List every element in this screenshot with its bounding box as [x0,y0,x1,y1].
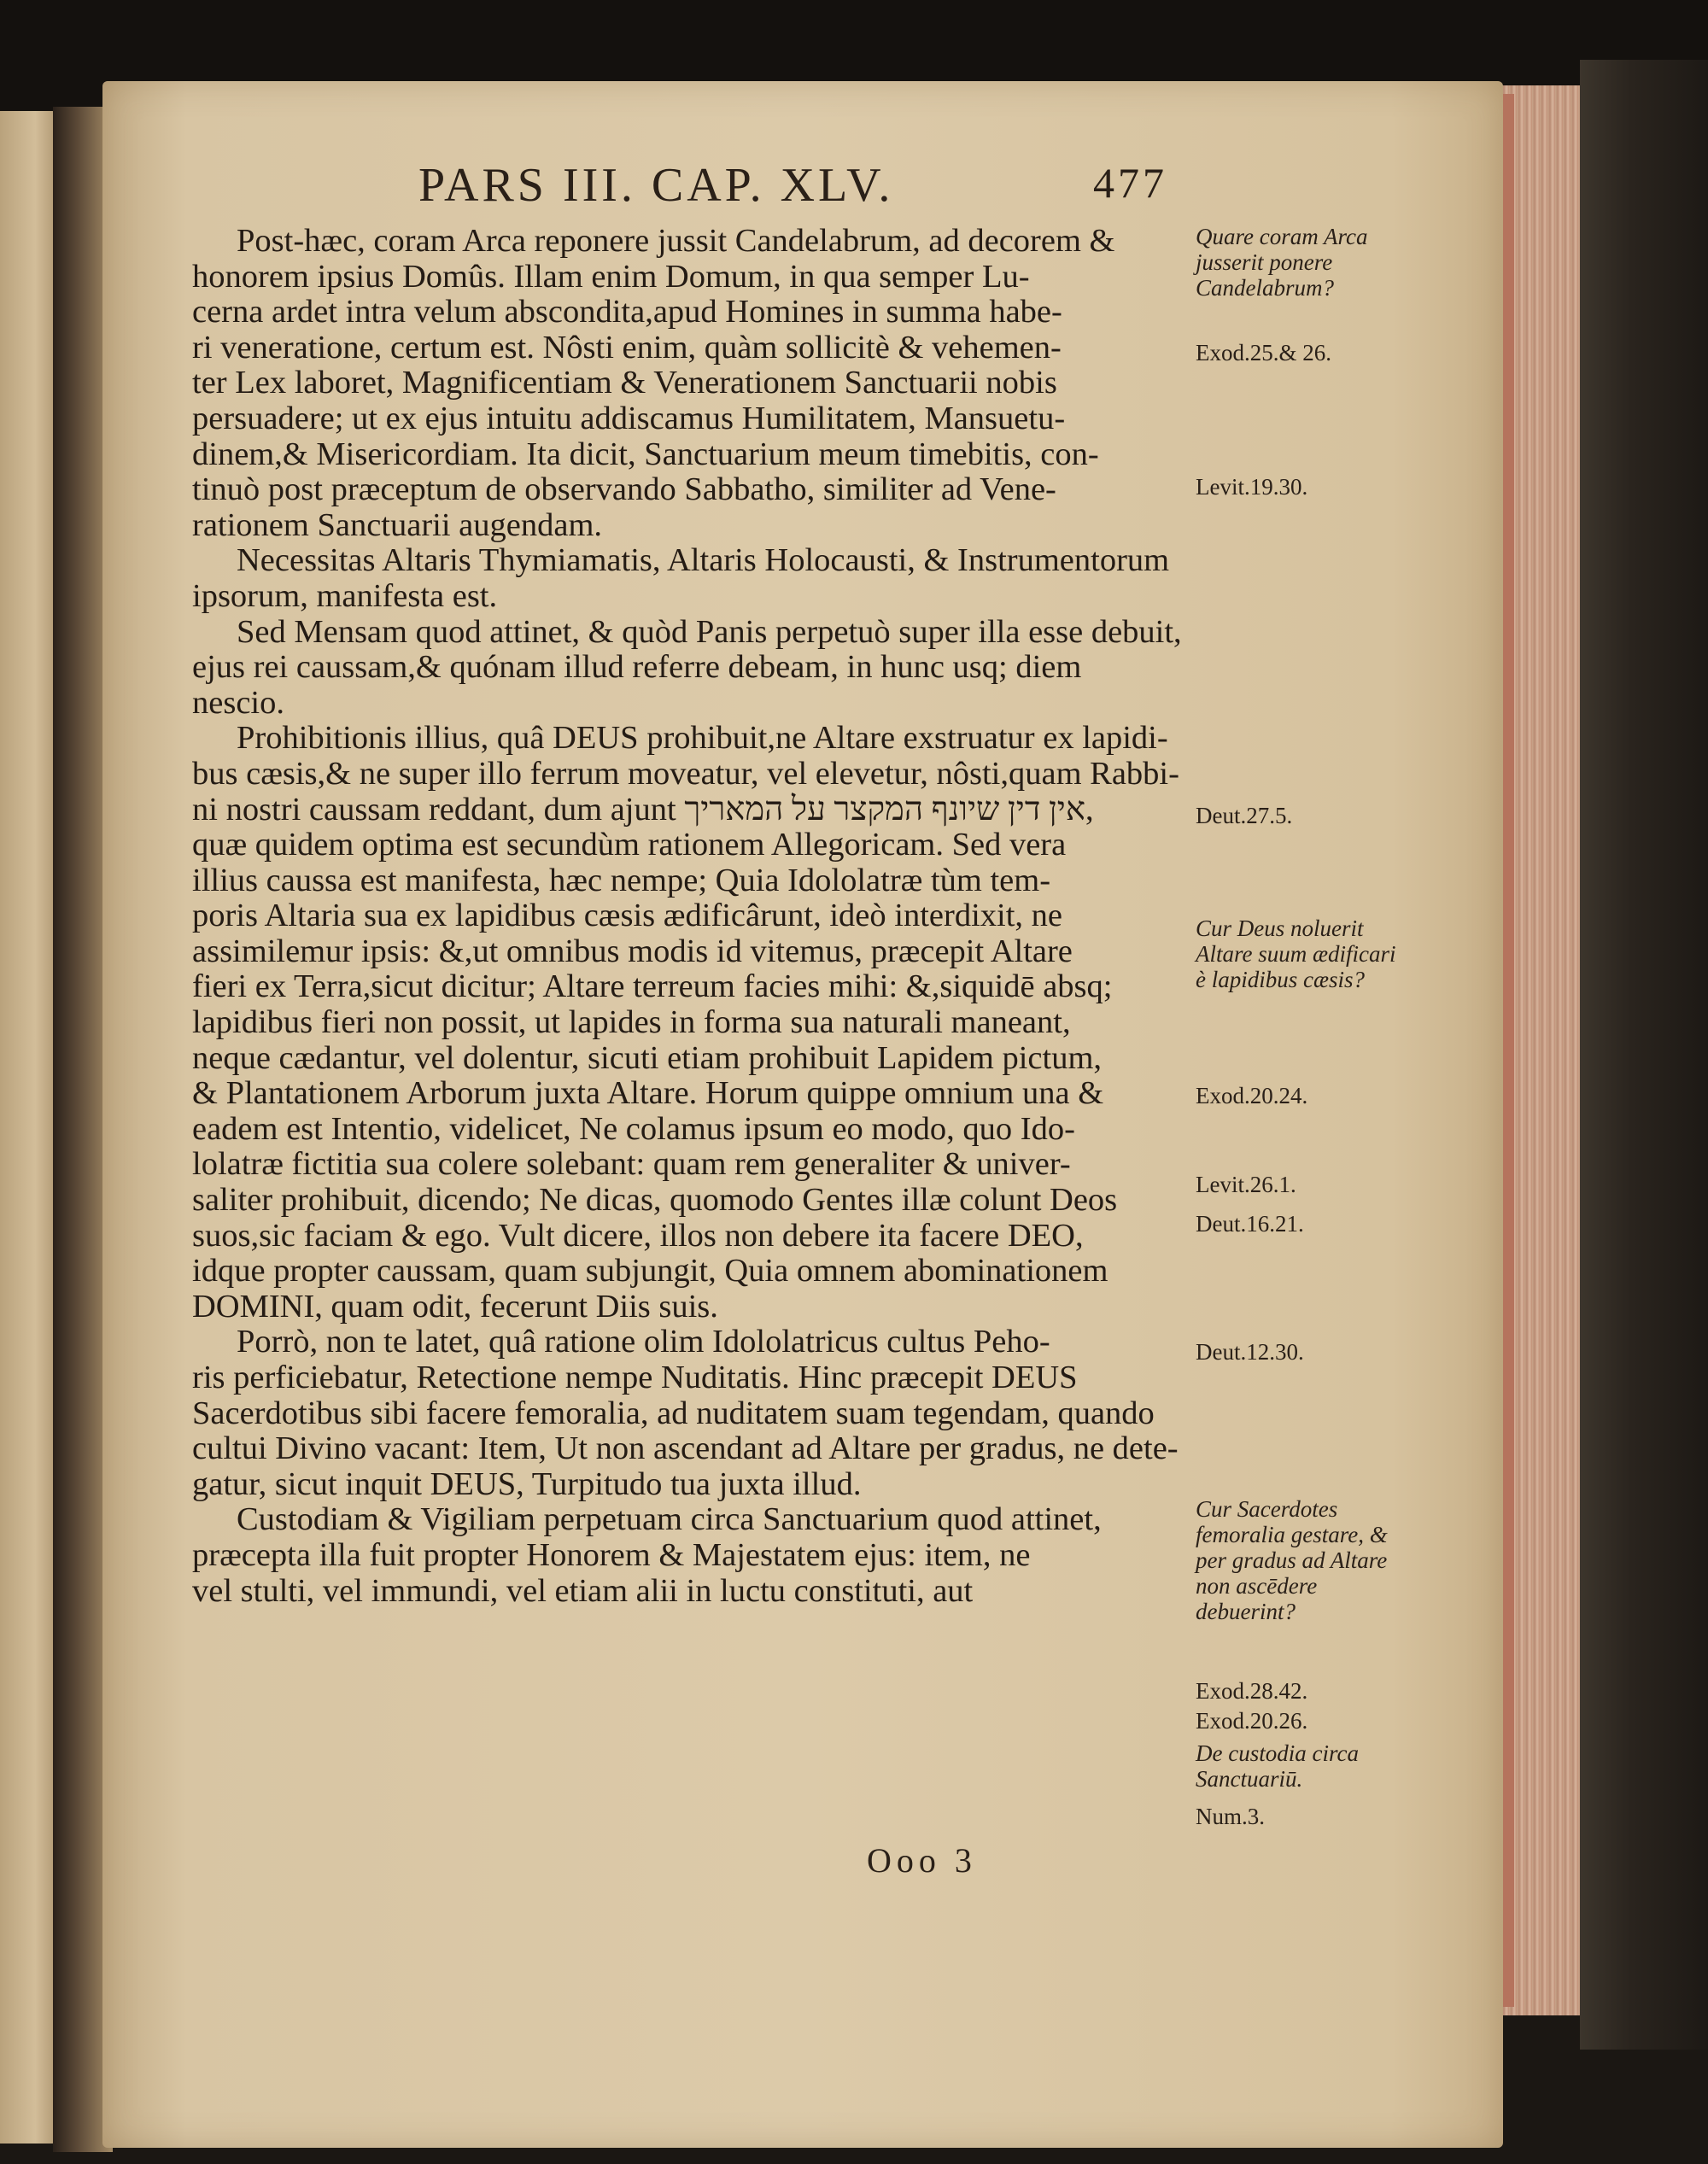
margin-reference: Exod.20.24. [1196,1083,1308,1108]
text-line: Prohibitionis illius, quâ DEUS prohibuit,ne Altare exstruatur ex lapidi- [237,720,1168,757]
text-line: rationem Sanctuarii augendam. [192,506,603,543]
text-line: & Plantationem Arborum juxta Altare. Horum quippe omnium una & [192,1075,1104,1112]
margin-reference: Deut.16.21. [1196,1211,1304,1237]
margin-reference: Exod.25.& 26. [1196,340,1331,366]
margin-note: De custodia circa Sanctuariū. [1196,1740,1359,1792]
text-line: lapidibus fieri non possit, ut lapides in forma sua naturali maneant, [192,1004,1071,1041]
text-line: ter Lex laboret, Magnificentiam & Venerationem Sanctuarii nobis [192,365,1057,401]
page-number: 477 [1093,159,1167,207]
body-text [192,224,1213,1609]
text-line: illius caussa est manifesta, hæc nempe; Quia Idololatræ tùm tem- [192,862,1051,898]
text-line: ni nostri caussam reddant, dum ajunt אין דין שיונף המקצר על המאריך, [192,791,1094,828]
text-line: persuadere; ut ex ejus intuitu addiscamus Humilitatem, Mansuetu- [192,400,1066,436]
margin-reference: Deut.12.30. [1196,1339,1304,1365]
text-line: Post-hæc, coram Arca reponere jussit Candelabrum, ad decorem & [237,223,1115,259]
running-header [418,158,1272,218]
text-line: assimilemur ipsis: &,ut omnibus modis id vitemus, præcepit Altare [192,933,1073,969]
text-line: Sacerdotibus sibi facere femoralia, ad nuditatem suam tegendam, quando [192,1395,1155,1431]
margin-note: Cur Sacerdotes femoralia gestare, & per gradus ad Altare non ascēdere debuerint? [1196,1496,1388,1624]
text-line: suos,sic faciam & ego. Vult dicere, illos non debere ita facere DEO, [192,1217,1084,1254]
running-title: PARS III. CAP. XLV. [418,159,894,212]
text-line: honorem ipsius Domûs. Illam enim Domum, in qua semper Lu- [192,258,1030,295]
text-line: Porrò, non te latet, quâ ratione olim Idololatricus cultus Peho- [237,1324,1050,1360]
text-line: neque cædantur, vel dolentur, sicuti etiam prohibuit Lapidem pictum, [192,1039,1103,1076]
text-line: eadem est Intentio, videlicet, Ne colamus ipsum eo modo, quo Ido- [192,1110,1075,1147]
margin-note: Quare coram Arca jusserit ponere Candelabrum? [1196,224,1368,301]
text-line: Necessitas Altaris Thymiamatis, Altaris Holocausti, & Instrumentorum [237,542,1170,579]
margin-reference: Deut.27.5. [1196,803,1293,828]
text-line: fieri ex Terra,sicut dicitur; Altare terreum facies mihi: &,siquidē absq; [192,968,1113,1005]
text-line: poris Altaria sua ex lapidibus cæsis ædificârunt, ideò interdixit, ne [192,898,1062,934]
text-line: saliter prohibuit, dicendo; Ne dicas, quomodo Gentes illæ colunt Deos [192,1182,1118,1219]
margin-reference: Exod.20.26. [1196,1708,1308,1734]
margin-reference: Exod.28.42. [1196,1678,1308,1704]
text-line: tinuò post præceptum de observando Sabbatho, similiter ad Vene- [192,471,1056,508]
text-line: gatur, sicut inquit DEUS, Turpitudo tua juxta illud. [192,1465,862,1502]
signature-mark: Ooo 3 [867,1841,977,1880]
text-line: ipsorum, manifesta est. [192,577,498,614]
text-line: quæ quidem optima est secundùm rationem Allegoricam. Sed vera [192,827,1067,863]
book-cover-right [1580,60,1708,2050]
text-line: ri veneratione, certum est. Nôsti enim, quàm sollicitè & vehemen- [192,329,1062,366]
text-line: Custodiam & Vigiliam perpetuam circa Sanctuarium quod attinet, [237,1501,1102,1538]
margin-reference: Num.3. [1196,1804,1265,1829]
text-line: vel stulti, vel immundi, vel etiam alii in luctu constituti, aut [192,1572,974,1609]
text-line: Sed Mensam quod attinet, & quòd Panis perpetuò super illa esse debuit, [237,613,1182,650]
text-line: ris perficiebatur, Retectione nempe Nuditatis. Hinc præcepit DEUS [192,1360,1078,1395]
text-line: præcepta illa fuit propter Honorem & Majestatem ejus: item, ne [192,1536,1031,1573]
text-line: cerna ardet intra velum abscondita,apud Homines in summa habe- [192,294,1062,330]
margin-note: Cur Deus noluerit Altare suum ædificari è lapidibus cæsis? [1196,915,1396,992]
margin-reference: Levit.26.1. [1196,1172,1296,1197]
text-line: ejus rei caussam,& quónam illud referre debeam, in hunc usq; diem [192,649,1082,686]
text-line: bus cæsis,& ne super illo ferrum moveatur, vel elevetur, nôsti,quam Rabbi- [192,755,1179,792]
text-line: lolatræ fictitia sua colere solebant: quam rem generaliter & univer- [192,1146,1071,1183]
text-line: idque propter caussam, quam subjungit, Quia omnem abominationem [192,1253,1108,1290]
text-line: dinem,& Misericordiam. Ita dicit, Sanctuarium meum timebitis, con- [192,436,1099,472]
margin-reference: Levit.19.30. [1196,474,1308,500]
text-line: nescio. [192,684,284,721]
text-line: DOMINI, quam odit, fecerunt Diis suis. [192,1288,718,1325]
text-line: cultui Divino vacant: Item, Ut non ascendant ad Altare per gradus, ne dete- [192,1430,1179,1467]
